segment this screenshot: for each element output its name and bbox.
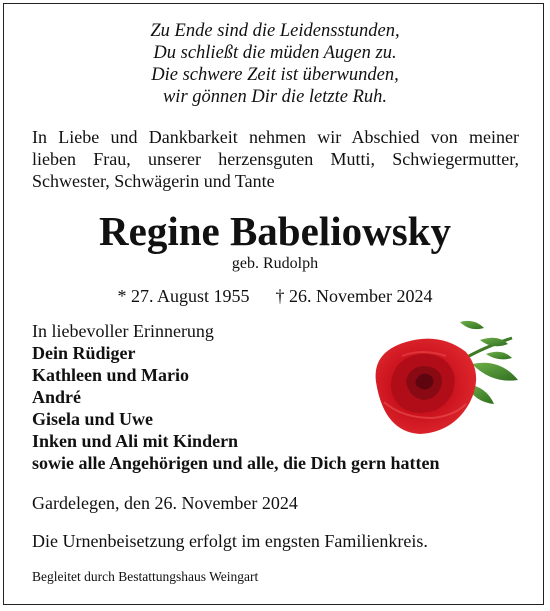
poem-line: Zu Ende sind die Leidensstunden,	[150, 21, 400, 41]
mourner-name: Kathleen und Mario	[32, 365, 190, 385]
maiden-name: geb. Rudolph	[231, 255, 319, 272]
red-rose-image	[362, 318, 524, 440]
birth-date: * 27. August 1955	[117, 286, 250, 306]
intro-line: Schwester, Schwägerin und Tante	[32, 171, 275, 191]
poem-line: wir gönnen Dir die letzte Ruh.	[162, 87, 388, 107]
mourner-name: André	[32, 387, 81, 407]
funeral-home-credit: Begleitet durch Bestattungshaus Weingart	[32, 569, 259, 584]
burial-notice: Die Urnenbeisetzung erfolgt im engsten Familienkreis.	[32, 531, 428, 551]
mourner-name: Inken und Ali mit Kindern	[32, 431, 239, 451]
intro-line: lieben Frau, unserer herzensguten Mutti, Schwiegermutter,	[32, 149, 519, 169]
life-dates	[0, 285, 550, 307]
death-date: † 26. November 2024	[275, 286, 433, 306]
poem	[0, 20, 550, 108]
mourner-name: Gisela und Uwe	[32, 409, 154, 429]
mourners-heading: In liebevoller Erinnerung	[32, 321, 214, 341]
place-and-date: Gardelegen, den 26. November 2024	[32, 493, 298, 513]
mourner-name: sowie alle Angehörigen und alle, die Dich gern hatten	[32, 453, 440, 473]
intro-text	[32, 126, 519, 192]
mourner-name: Dein Rüdiger	[32, 343, 136, 363]
intro-line: In Liebe und Dankbarkeit nehmen wir Abschied von meiner	[32, 127, 519, 147]
poem-line: Du schließt die müden Augen zu.	[153, 43, 397, 63]
poem-line: Die schwere Zeit ist überwunden,	[151, 65, 399, 85]
deceased-name: Regine Babeliowsky	[99, 208, 451, 254]
